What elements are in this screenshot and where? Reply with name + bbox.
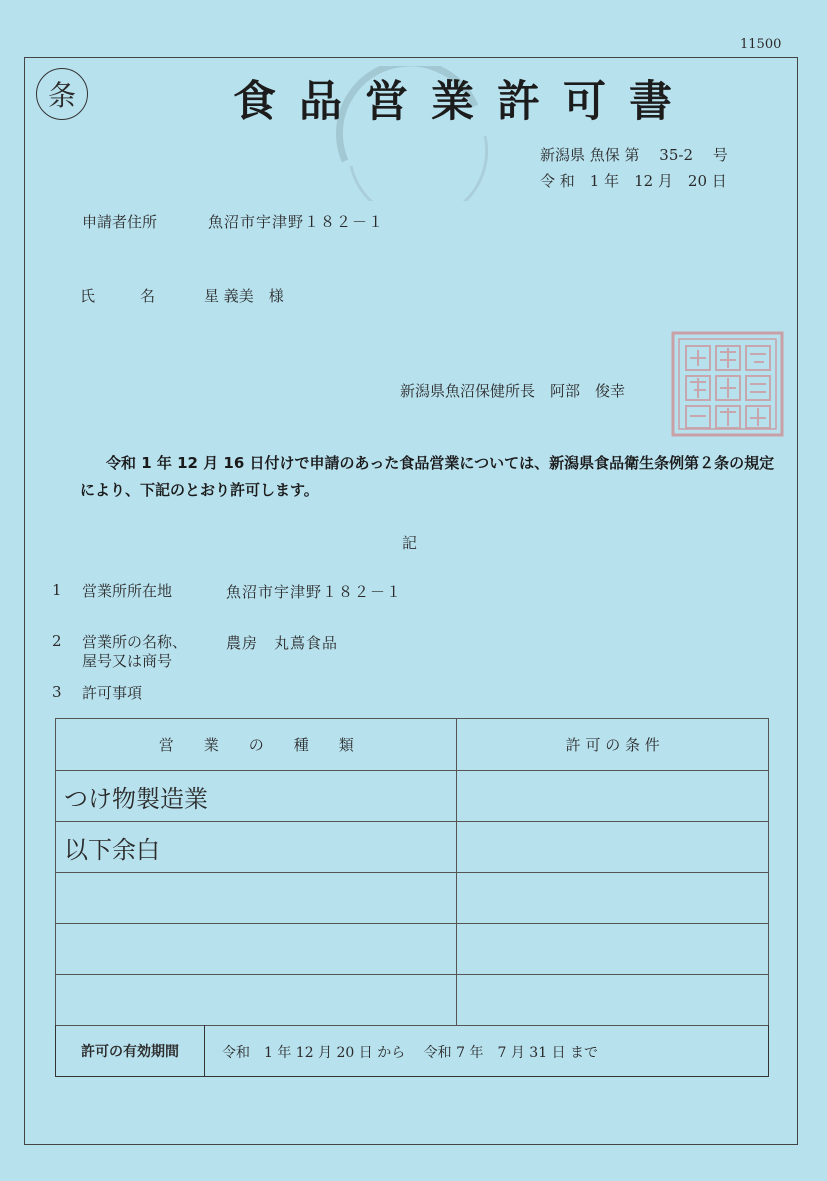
item-label: 営業所の名称、 — [82, 633, 188, 651]
issuer-name: 新潟県魚沼保健所長 阿部 俊幸 — [400, 382, 626, 400]
table-row — [56, 975, 769, 1026]
condition-mark — [36, 68, 88, 120]
business-type-cell: つけ物製造業 — [56, 771, 457, 822]
table-header-row — [56, 719, 769, 771]
applicant-address-value: 魚沼市宇津野１８２－１ — [208, 213, 385, 231]
applicant-address-label: 申請者住所 — [82, 213, 158, 231]
item-label: 許可事項 — [82, 684, 143, 702]
official-seal-icon — [670, 330, 785, 438]
condition-cell — [457, 975, 769, 1026]
applicant-name-label: 氏 名 — [80, 287, 156, 305]
permit-table — [55, 718, 769, 1026]
validity-value: 令和 1 年 12 月 20 日 から 令和 7 年 7 月 31 日 まで — [222, 1045, 599, 1061]
business-type-cell — [56, 873, 457, 924]
condition-cell — [457, 873, 769, 924]
condition-mark-text: 条 — [47, 79, 76, 112]
ki-heading: 記 — [402, 534, 418, 552]
page-title: 食品営業許可書 — [233, 77, 695, 127]
business-type-cell — [56, 975, 457, 1026]
item-label-line2: 屋号又は商号 — [82, 652, 173, 670]
permit-number: 新潟県 魚保 第 35-2 号 — [540, 146, 728, 164]
serial-number: 11500 — [740, 37, 782, 52]
business-type-cell: 以下余白 — [56, 822, 457, 873]
item-number: 3 — [52, 683, 62, 701]
table-row — [56, 924, 769, 975]
item-value: 魚沼市宇津野１８２－１ — [226, 583, 403, 601]
validity-period-row — [55, 1025, 769, 1077]
applicant-name-value: 星 義美 様 — [204, 287, 284, 305]
item-value: 農房 丸蔦食品 — [226, 634, 339, 652]
condition-cell — [457, 924, 769, 975]
issue-date: 令 和 1 年 12 月 20 日 — [540, 172, 727, 190]
table-row — [56, 873, 769, 924]
business-type-cell — [56, 924, 457, 975]
item-label: 営業所所在地 — [82, 582, 173, 600]
permit-statement: 令和 1 年 12 月 16 日付けで申請のあった食品営業については、新潟県食品衛生条例第２条の規定により、下記のとおり許可します。 — [80, 454, 775, 499]
condition-cell — [457, 822, 769, 873]
table-row — [56, 771, 769, 822]
validity-label: 許可の有効期間 — [56, 1025, 205, 1076]
table-row — [56, 822, 769, 873]
header-conditions: 許 可 の 条 件 — [457, 719, 769, 771]
header-business-type: 営 業 の 種 類 — [56, 719, 457, 771]
condition-cell — [457, 771, 769, 822]
item-number: 1 — [52, 581, 62, 599]
item-number: 2 — [52, 632, 62, 650]
